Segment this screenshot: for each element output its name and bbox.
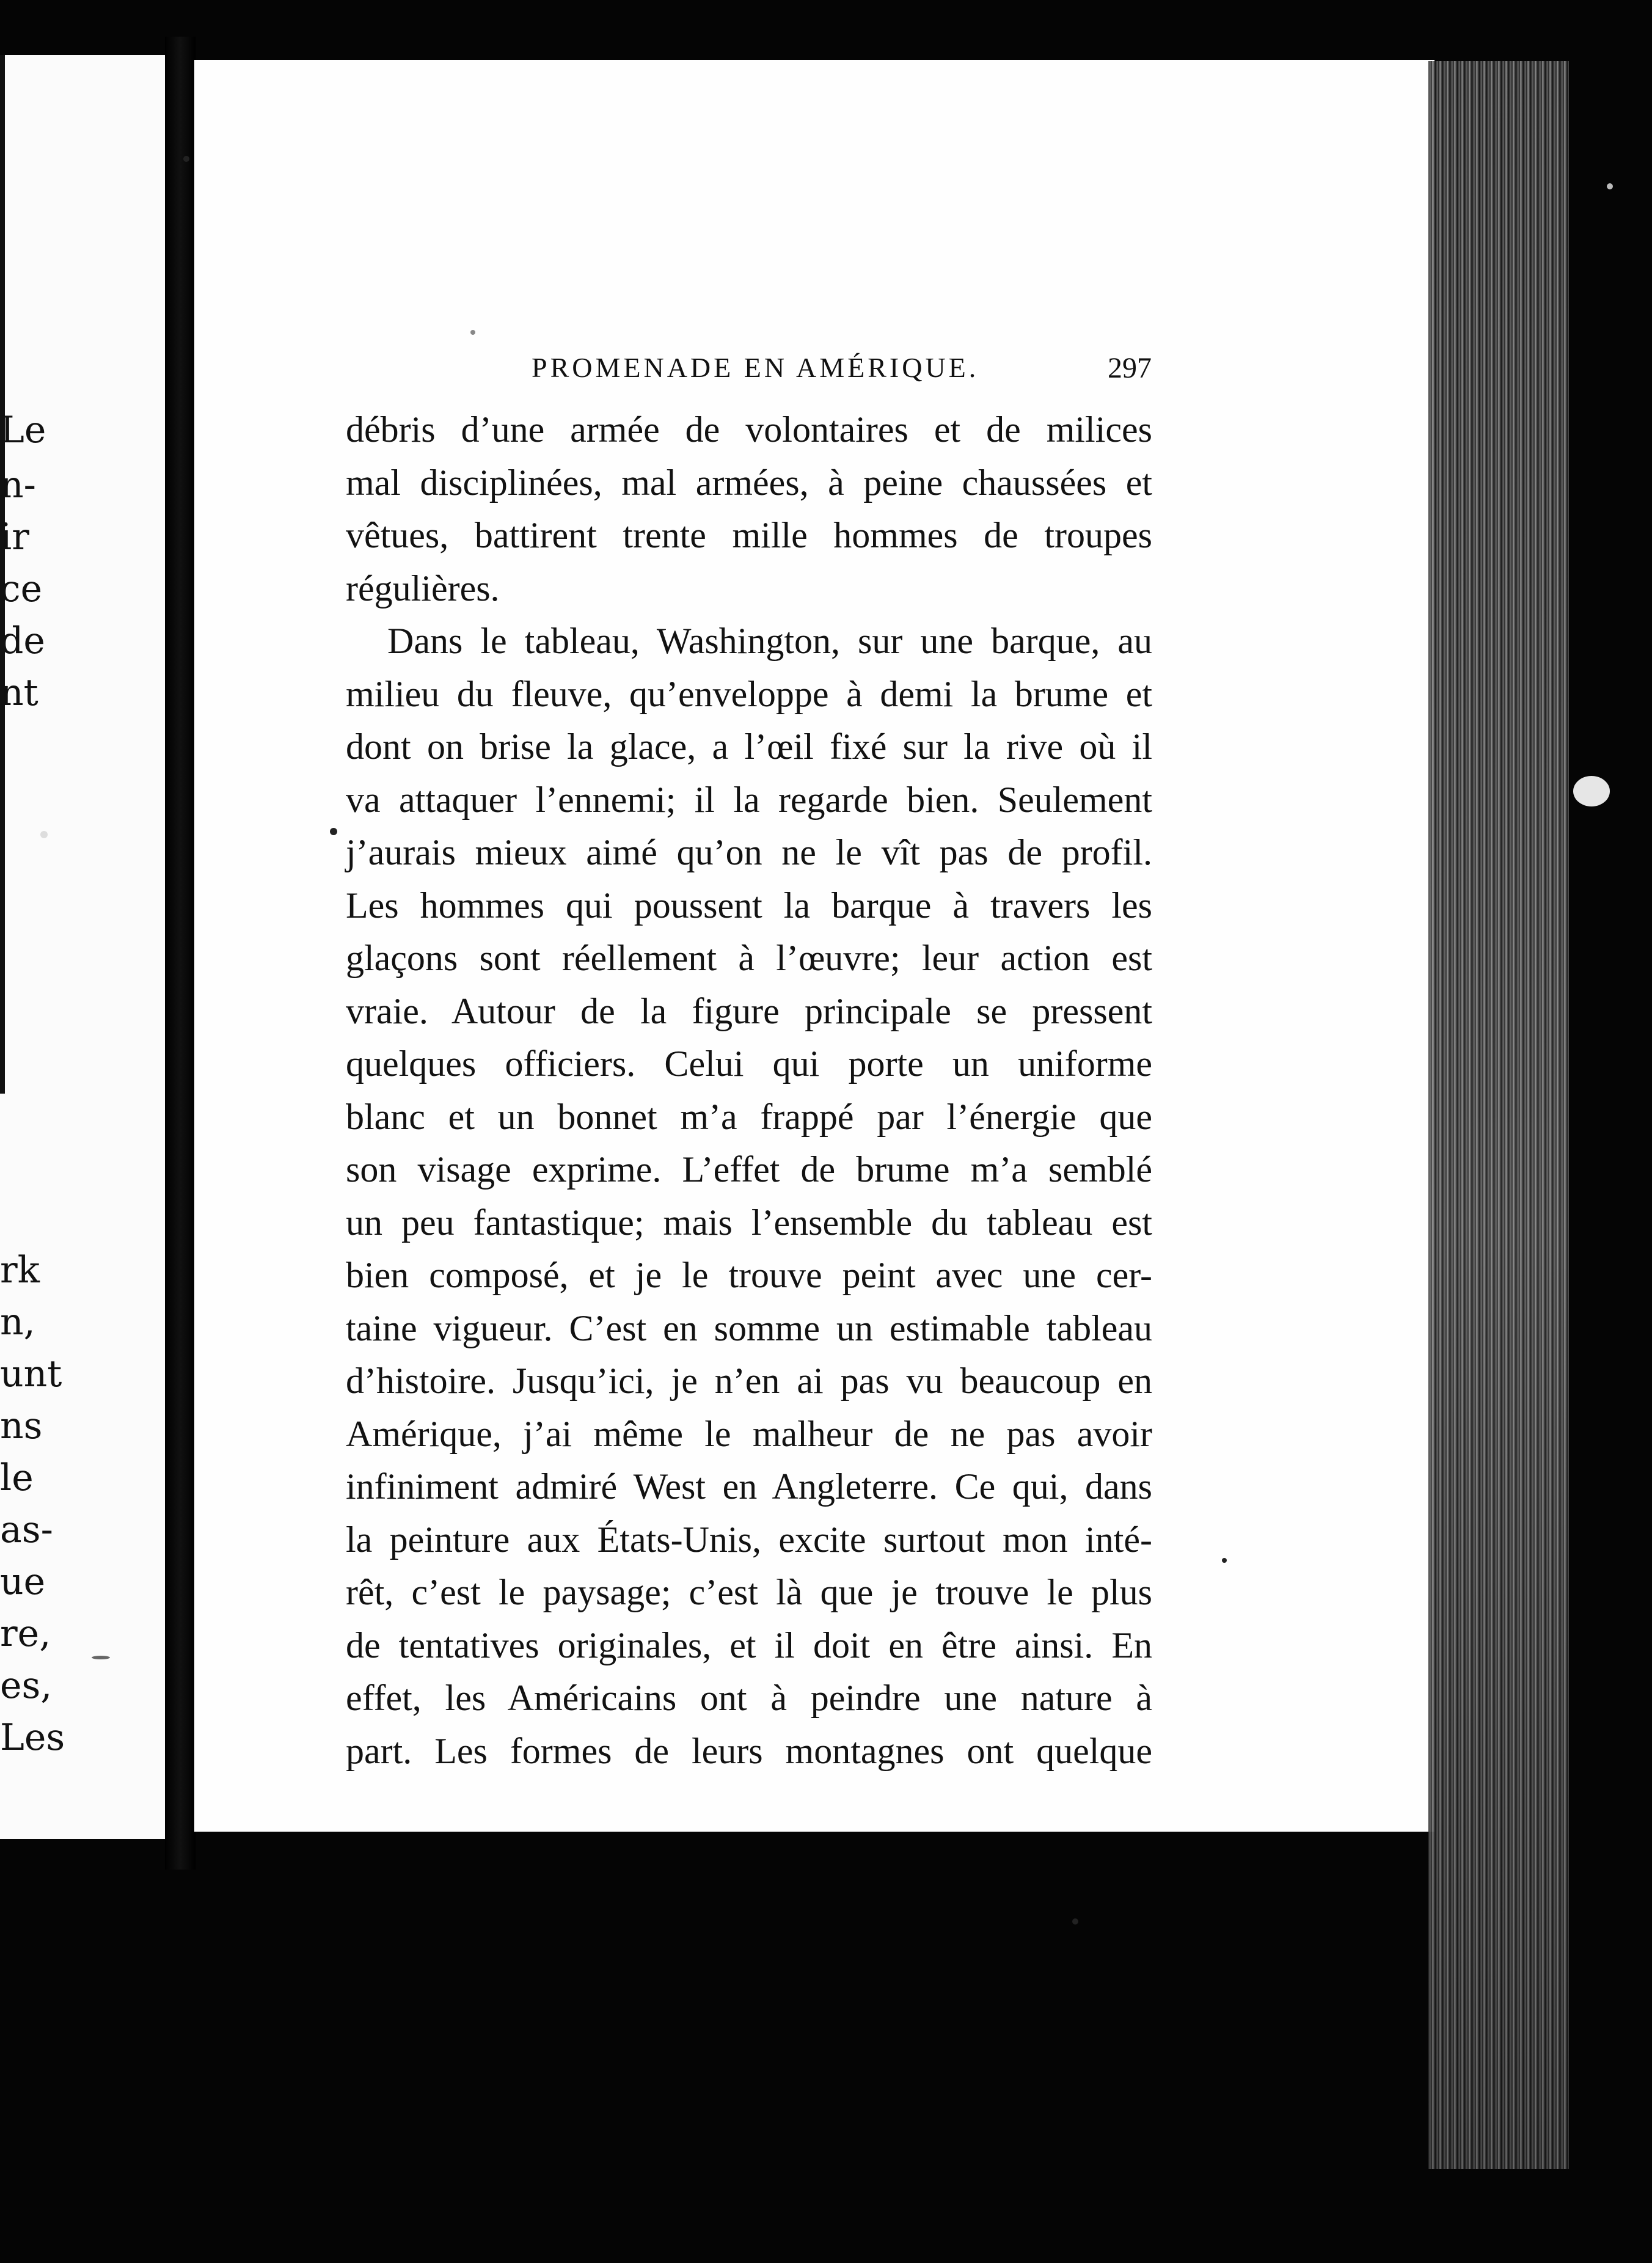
- left-fragment: Le: [0, 409, 46, 452]
- left-fragment: le: [0, 1457, 34, 1499]
- left-page-edge: [0, 55, 165, 1839]
- left-fragment: n,: [0, 1301, 35, 1344]
- scan-speck: [40, 831, 48, 838]
- left-fragment: Les: [0, 1716, 65, 1759]
- page-body-text: [346, 403, 1152, 1777]
- text-line: j’aurais mieux aimé qu’on ne le vît pas de profil.: [346, 832, 1152, 872]
- text-line: blanc et un bonnet m’a frappé par l’énergie que: [346, 1096, 1152, 1137]
- page-stack-edge: [1428, 61, 1569, 2169]
- text-line: la peinture aux États-Unis, excite surtout mon inté-: [346, 1519, 1152, 1560]
- left-fragment: n-: [0, 464, 36, 506]
- scan-speck: [1607, 183, 1613, 189]
- scan-speck: [1222, 1558, 1227, 1563]
- scan-speck: [330, 828, 337, 835]
- text-line: un peu fantastique; mais l’ensemble du tableau est: [346, 1202, 1152, 1243]
- text-line: vraie. Autour de la figure principale se pressent: [346, 990, 1152, 1031]
- text-line: bien composé, et je le trouve peint avec une cer-: [346, 1255, 1152, 1295]
- text-line: rêt, c’est le paysage; c’est là que je trouve le plus: [346, 1572, 1152, 1612]
- page-number: 297: [1108, 352, 1152, 384]
- text-line: infiniment admiré West en Angleterre. Ce qui, dans: [346, 1466, 1152, 1507]
- book-gutter: [165, 37, 196, 1870]
- left-fragment: ns: [0, 1405, 43, 1447]
- running-title: PROMENADE EN AMÉRIQUE.: [532, 352, 979, 383]
- left-fragment: unt: [0, 1353, 62, 1395]
- text-line: de tentatives originales, et il doit en être ainsi. En: [346, 1625, 1152, 1665]
- scan-speck: [1072, 1918, 1078, 1925]
- left-fragment: ue: [0, 1560, 46, 1603]
- text-line: Amérique, j’ai même le malheur de ne pas avoir: [346, 1413, 1152, 1454]
- text-line: effet, les Américains ont à peindre une nature à: [346, 1678, 1152, 1718]
- left-fragment: ce: [0, 568, 43, 610]
- text-line: débris d’une armée de volontaires et de milices: [346, 409, 1152, 450]
- text-line: taine vigueur. C’est en somme un estimable tableau: [346, 1307, 1152, 1348]
- text-line: va attaquer l’ennemi; il la regarde bien. Seulement: [346, 779, 1152, 820]
- left-fragment: ir: [0, 516, 29, 558]
- scan-speck: [92, 1656, 110, 1659]
- text-line: d’histoire. Jusqu’ici, je n’en ai pas vu beaucoup en: [346, 1361, 1152, 1401]
- scan-background-edge: [1569, 61, 1652, 2169]
- text-line: part. Les formes de leurs montagnes ont quelque: [346, 1730, 1152, 1771]
- text-line: mal disciplinées, mal armées, à peine chaussées et: [346, 462, 1152, 503]
- text-line: Dans le tableau, Washington, sur une barque, au: [387, 621, 1152, 661]
- running-header: [339, 351, 1152, 394]
- scan-speck: [1573, 776, 1610, 806]
- left-fragment: as-: [0, 1508, 53, 1551]
- left-fragment: de: [0, 620, 45, 662]
- text-line: quelques officiers. Celui qui porte un uniforme: [346, 1044, 1152, 1084]
- text-line: vêtues, battirent trente mille hommes de troupes: [346, 515, 1152, 555]
- text-line: dont on brise la glace, a l’œil fixé sur la rive où il: [346, 726, 1152, 767]
- left-fragment: nt: [0, 671, 38, 714]
- left-fragment: es,: [0, 1664, 53, 1707]
- left-fragment: re,: [0, 1612, 51, 1655]
- text-line: régulières.: [346, 568, 500, 609]
- scan-speck: [183, 156, 189, 162]
- text-line: son visage exprime. L’effet de brume m’a semblé: [346, 1149, 1152, 1190]
- scan-speck: [470, 330, 475, 335]
- text-line: Les hommes qui poussent la barque à travers les: [346, 885, 1152, 926]
- text-line: milieu du fleuve, qu’enveloppe à demi la brume et: [346, 673, 1152, 714]
- left-fragment: rk: [0, 1249, 40, 1292]
- text-line: glaçons sont réellement à l’œuvre; leur action est: [346, 938, 1152, 978]
